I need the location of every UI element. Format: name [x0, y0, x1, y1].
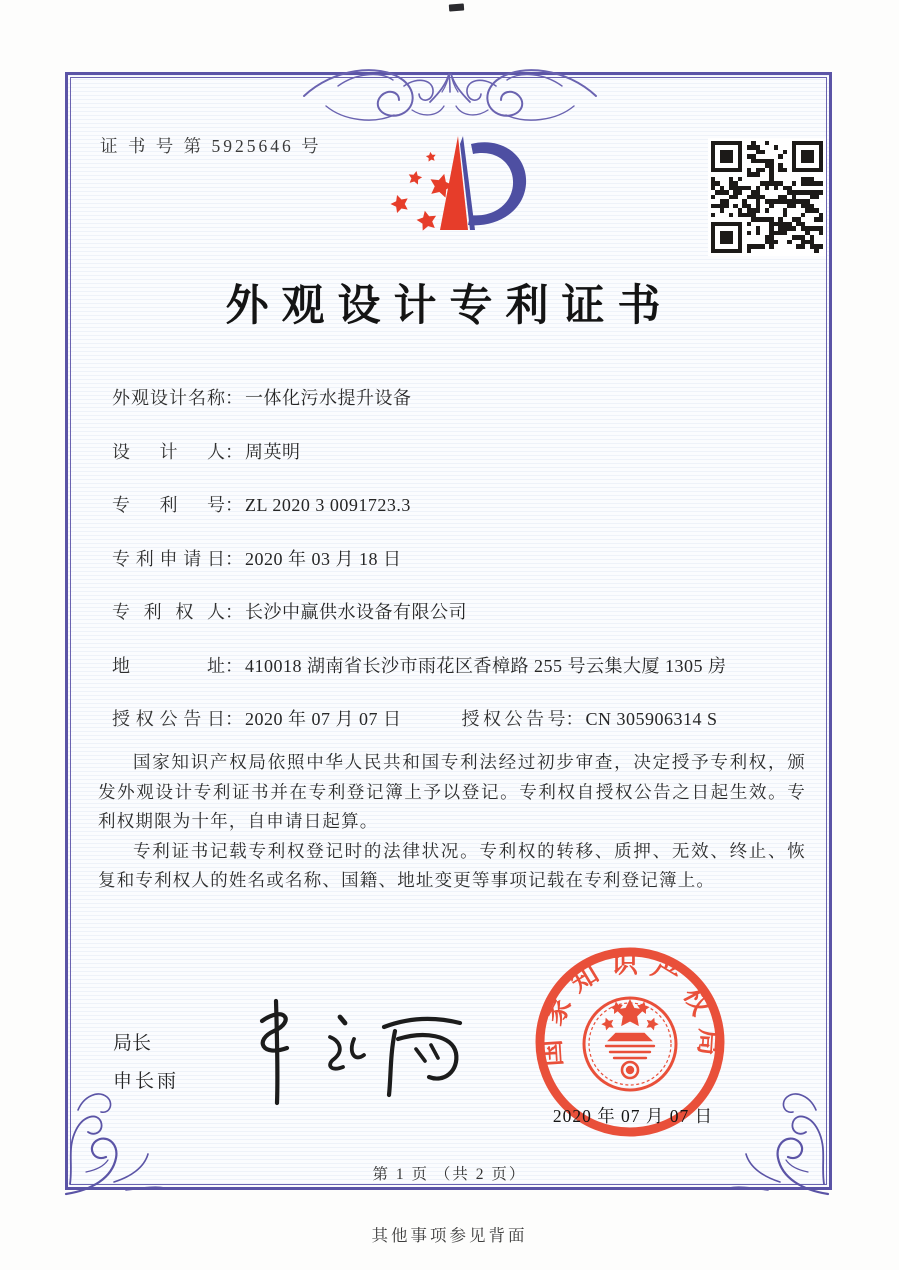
statutory-paragraph-2: 专利证书记载专利权登记时的法律状况。专利权的转移、质押、无效、终止、恢复和专利权人的姓名或名称、国籍、地址变更等事项记载在专利登记簿上。 [98, 840, 806, 890]
field-value: 2020 年 07 月 07 日 [245, 709, 402, 729]
statutory-text [98, 748, 806, 896]
field-label: 专利号 [112, 495, 225, 515]
qr-code-icon [708, 138, 826, 256]
field-value: CN 305906314 S [585, 709, 718, 729]
field-patent-number: 专利号： ZL 2020 3 0091723.3 [112, 491, 812, 545]
page-number: 第 1 页 （共 2 页） [372, 1166, 527, 1183]
field-label: 地址 [112, 655, 225, 676]
director-title: 局长 [113, 1033, 152, 1054]
cnipa-logo-icon [378, 126, 542, 254]
bottom-left-flourish-ornament [56, 1082, 168, 1204]
field-grant-number: 授权公告号： CN 305906314 S [462, 705, 718, 731]
bottom-right-flourish-ornament [726, 1082, 838, 1204]
director-name: 申长雨 [113, 1071, 180, 1092]
seal-text: 国家知识产权局 [535, 948, 725, 1068]
field-address: 地址： 410018 湖南省长沙市雨花区香樟路 255 号云集大厦 1305 房 [112, 652, 812, 706]
certificate-number: 证 书 号 第 5925646 号 [100, 136, 322, 156]
director-signature-icon [232, 995, 477, 1110]
field-value: 410018 湖南省长沙市雨花区香樟路 255 号云集大厦 1305 房 [245, 655, 727, 676]
statutory-paragraph-1: 国家知识产权局依照中华人民共和国专利法经过初步审查，决定授予专利权，颁发外观设计专利证书并在专利登记簿上予以登记。专利权自授权公告之日起生效。专利权期限为十年，自申请日起算。 [98, 752, 806, 831]
field-label: 授权公告日 [112, 709, 225, 729]
field-label: 设计人 [112, 441, 225, 462]
field-grant-row: 授权公告日： 2020 年 07 月 07 日 授权公告号： CN 305906314 S [112, 705, 812, 759]
field-value: 一体化污水提升设备 [245, 388, 412, 408]
field-label: 外观设计名称 [112, 388, 225, 408]
top-flourish-ornament [300, 58, 600, 136]
field-label: 授权公告号 [461, 709, 566, 729]
certificate-fields [112, 384, 812, 759]
field-patentee: 专利权人： 长沙中赢供水设备有限公司 [112, 598, 812, 652]
seal-date: 2020 年 07 月 07 日 [552, 1106, 714, 1126]
field-value: 周英明 [245, 441, 301, 462]
field-value: ZL 2020 3 0091723.3 [245, 495, 411, 515]
field-label: 专利权人 [112, 602, 225, 622]
certificate-title: 外观设计专利证书 [225, 283, 674, 330]
scan-artifact-mark [449, 3, 464, 11]
field-designer: 设计人： 周英明 [112, 438, 812, 492]
field-label: 专利申请日 [112, 548, 225, 569]
field-value: 长沙中赢供水设备有限公司 [245, 602, 467, 622]
field-design-name: 外观设计名称： 一体化污水提升设备 [112, 384, 812, 438]
field-application-date: 专利申请日： 2020 年 03 月 18 日 [112, 545, 812, 599]
field-value: 2020 年 03 月 18 日 [245, 548, 402, 569]
back-side-note: 其他事项参见背面 [371, 1226, 528, 1245]
national-emblem-icon [584, 998, 676, 1090]
